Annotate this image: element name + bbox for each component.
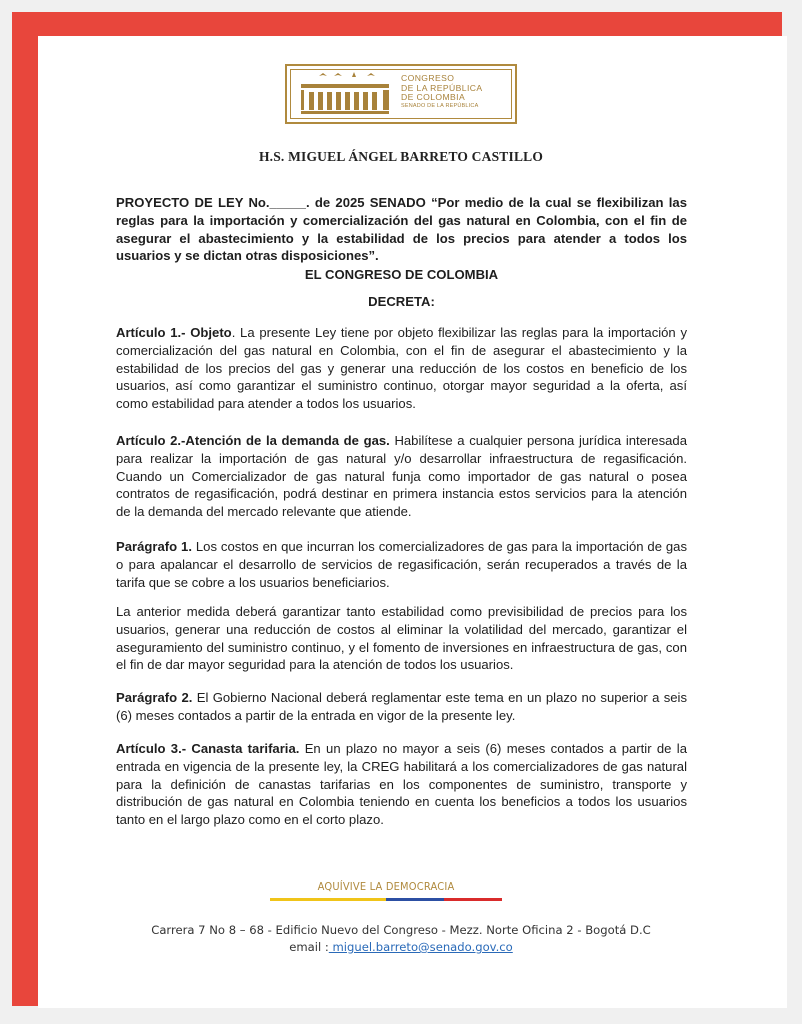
bill-title-text: PROYECTO DE LEY No._____. de 2025 SENADO “Por medio de la cual se flexibilizan las reglas para la importación y comercialización del gas natural en Colombia, con el fin de asegurar el abastecimiento y la estabilidad de los precios para atender a todos los usuarios y se dictan otras disposiciones”. xyxy=(116,195,687,264)
article-2-text: Habilítese a cualquier persona jurídica interesada para realizar la importación de gas natural y/o desarrollar infraestructura de regasificación. Cuando un Comercializador de gas natural funja como importador de gas natural o posea contratos de regasificación, podrá destinar en primera instancia estos servicios para la atención de la demanda del mercado relevante que atiende. xyxy=(116,433,687,520)
email-link[interactable]: miguel.barreto@senado.gov.co xyxy=(328,940,513,954)
bill-title xyxy=(116,194,687,265)
heading-congress: EL CONGRESO DE COLOMBIA xyxy=(304,267,499,282)
measure-paragraph-text: La anterior medida deberá garantizar tanto estabilidad como previsibilidad de precios para los usuarios, generar una reducción de costos al eliminar la volatilidad del mercado, garantizar el aseguramiento del suministro continuo, y el fomento de inversiones en infraestructura de gas, con el fin de dar mayor seguridad para la atención de todos los usuarios. xyxy=(116,604,687,673)
author-name: H.S. MIGUEL ÁNGEL BARRETO CASTILLO xyxy=(258,149,544,164)
heading-decreta: DECRETA: xyxy=(368,294,435,309)
flag-yellow xyxy=(270,898,386,901)
document-page xyxy=(38,36,787,1008)
flag-blue xyxy=(386,898,444,901)
article-2-label: Artículo 2.-Atención de la demanda de gas. xyxy=(116,433,390,448)
article-1-label: Artículo 1.- Objeto xyxy=(116,325,232,340)
senate-logo xyxy=(285,64,517,124)
logo-wordmark xyxy=(401,74,482,110)
paragraph-2-text: El Gobierno Nacional deberá reglamentar este tema en un plazo no superior a seis (6) meses contados a partir de la entrada en vigor de la presente ley. xyxy=(116,690,687,723)
footer-slogan xyxy=(270,880,502,901)
footer-address xyxy=(0,922,802,956)
logo-line-3: DE COLOMBIA xyxy=(401,92,466,103)
paragraph-1 xyxy=(116,538,687,591)
capitol-building-icon xyxy=(297,70,392,116)
logo-line-1: CONGRESO xyxy=(401,73,455,83)
article-3 xyxy=(116,740,687,829)
article-3-label: Artículo 3.- Canasta tarifaria. xyxy=(116,741,300,756)
paragraph-1-label: Parágrafo 1. xyxy=(116,539,192,554)
email-line xyxy=(0,939,802,956)
article-1-text: . La presente Ley tiene por objeto flexibilizar las reglas para la importación y comercialización del gas natural en Colombia, con el fin de asegurar el abastecimiento y la estabilidad de los precios del gas y generar una reducción de los costos en beneficio de los usuarios, así como garantizar el suministro continuo, otorgar mayor seguridad a la oferta, así como estabilidad para atender a todos los usuarios. xyxy=(116,325,687,412)
article-3-text: En un plazo no mayor a seis (6) meses contados a partir de la entrada en vigencia de la presente ley, la CREG habilitará a los comercializadores de gas natural para la definición de canastas tarifarias en los componentes de suministro, transporte y distribución de gas natural en Colombia teniendo en cuenta los beneficios a todos los usuarios tanto en el largo plazo como en el corto plazo. xyxy=(116,741,687,828)
colombia-flag-stripe xyxy=(270,898,502,901)
email-label: email : xyxy=(289,940,329,954)
measure-paragraph xyxy=(116,603,687,674)
article-2 xyxy=(116,432,687,521)
logo-line-4: SENADO DE LA REPÚBLICA xyxy=(401,102,479,109)
article-1 xyxy=(116,324,687,413)
slogan-text: AQUÍVIVE LA DEMOCRACIA xyxy=(317,880,455,893)
logo-line-2: DE LA REPÚBLICA xyxy=(401,82,483,93)
flag-red xyxy=(444,898,502,901)
paragraph-2-label: Parágrafo 2. xyxy=(116,690,193,705)
paragraph-2 xyxy=(116,689,687,725)
paragraph-1-text: Los costos en que incurran los comercializadores de gas para la importación de gas o para apalancar el desarrollo de servicios de regasificación, serán recuperados a través de la tarifa que se cobre a los usuarios beneficiarios. xyxy=(116,539,688,590)
address-line: Carrera 7 No 8 – 68 - Edificio Nuevo del Congreso - Mezz. Norte Oficina 2 - Bogotá D.C xyxy=(151,923,651,937)
